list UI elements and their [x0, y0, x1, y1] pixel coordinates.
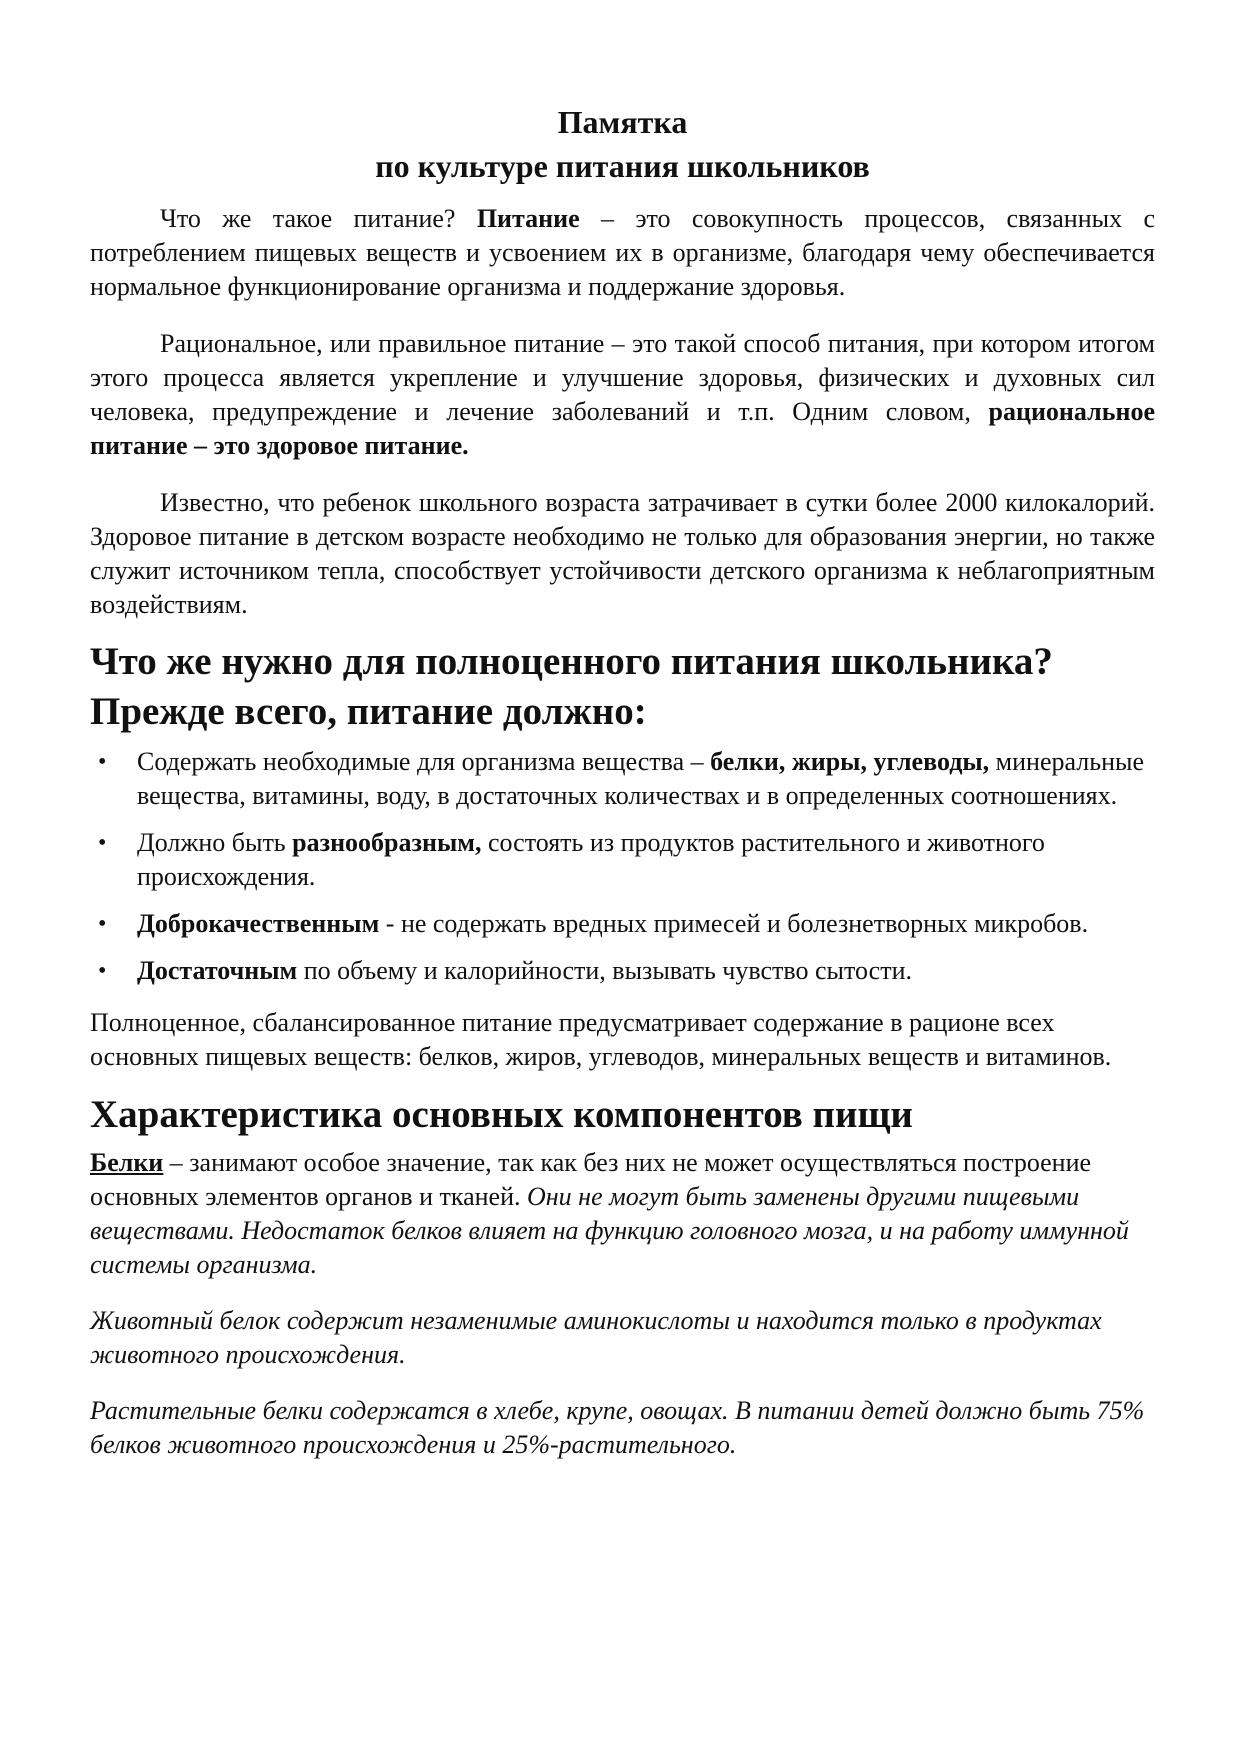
- text-run: по объему и калорийности, вызывать чувство сытости.: [297, 956, 912, 985]
- bullet-marker-icon: •: [98, 958, 107, 984]
- text-run: Что же такое питание?: [160, 204, 477, 233]
- bullet-text: [137, 745, 1155, 813]
- bullet-variety: [90, 826, 1155, 894]
- bullet-marker-icon: •: [98, 749, 107, 775]
- paragraph-plant-proteins: [90, 1394, 1155, 1462]
- bullet-text: [137, 907, 1155, 941]
- text-run: минеральные вещества, витамины, воду, в достаточных количествах и в определенных соотношениях.: [137, 747, 1145, 810]
- text-run: Достаточным: [137, 956, 298, 985]
- bullet-good-quality: [90, 907, 1155, 941]
- heading-what-is-needed: [90, 640, 1155, 683]
- text-run: Что же нужно для полноценного питания школьника?: [90, 640, 1053, 683]
- paragraph-kilocalories: [90, 486, 1155, 622]
- bullet-contain-substances: [90, 745, 1155, 813]
- text-run: Прежде всего, питание должно:: [90, 690, 647, 733]
- paragraph-balanced-nutrition: [90, 1006, 1155, 1074]
- text-run: Питание: [476, 204, 580, 233]
- paragraph-what-is-nutrition: [90, 202, 1155, 304]
- text-run: Полноценное, сбалансированное питание предусматривает содержание в рационе всех основных пищевых веществ: белков, жиров, углеводов, минеральных веществ и витаминов.: [90, 1008, 1112, 1071]
- text-run: белки, жиры, углеводы,: [710, 747, 990, 776]
- bullet-sufficient: [90, 954, 1155, 988]
- title-line-2: по культуре питания школьников: [375, 148, 870, 184]
- text-run: Доброкачественным: [137, 909, 380, 938]
- text-run: разнообразным,: [292, 828, 482, 857]
- heading-first-of-all: [90, 690, 1155, 733]
- text-run: Рациональное, или правильное питание – это такой способ питания, при котором итогом этого процесса является укрепление и улучшение здоровья, физических и духовных сил человека, предупреждение и лечение заболеваний и т.п. Одним словом,: [90, 329, 1155, 426]
- paragraph-animal-protein: [90, 1304, 1155, 1372]
- text-run: Должно быть: [137, 828, 293, 857]
- text-run: рациональное питание – это здоровое питание.: [90, 397, 1155, 460]
- text-run: Животный белок содержит незаменимые аминокислоты и находится только в продуктах животного происхождения.: [90, 1306, 1102, 1369]
- text-run: Они не могут быть заменены другими пищевыми веществами. Недостаток белков влияет на функцию головного мозга, и на работу иммунной системы организма.: [90, 1182, 1129, 1279]
- text-run: Характеристика основных компонентов пищи: [90, 1093, 913, 1136]
- heading-food-components: [90, 1093, 1155, 1136]
- text-run: – это совокупность процессов, связанных с потреблением пищевых веществ и усвоением их в организме, благодаря чему обеспечивается нормальное функционирование организма и поддержание здоровья.: [90, 204, 1155, 301]
- text-run: Белки: [90, 1148, 164, 1177]
- paragraph-proteins: [90, 1146, 1155, 1282]
- text-run: Растительные белки содержатся в хлебе, крупе, овощах. В питании детей должно быть 75% белков животного происхождения и 25%-растительного.: [90, 1396, 1145, 1459]
- bullet-marker-icon: •: [98, 911, 107, 937]
- text-run: Известно, что ребенок школьного возраста затрачивает в сутки более 2000 килокалорий. Здоровое питание в детском возрасте необходимо не только для образования энергии, но также служит источником тепла, способствует устойчивости детского организма к неблагоприятным воздействиям.: [90, 488, 1155, 619]
- text-run: Содержать необходимые для организма вещества –: [137, 747, 711, 776]
- title-line-1: Памятка: [557, 104, 688, 140]
- bullet-text: [137, 954, 1155, 988]
- text-run: состоять из продуктов растительного и животного происхождения.: [137, 828, 1045, 891]
- document-title: [90, 100, 1155, 188]
- paragraph-rational-nutrition: [90, 327, 1155, 463]
- bullet-marker-icon: •: [98, 830, 107, 856]
- bullet-text: [137, 826, 1155, 894]
- text-run: - не содержать вредных примесей и болезнетворных микробов.: [379, 909, 1089, 938]
- text-run: – занимают особое значение, так как без них не может осуществляться построение основных элементов органов и тканей.: [90, 1148, 1092, 1211]
